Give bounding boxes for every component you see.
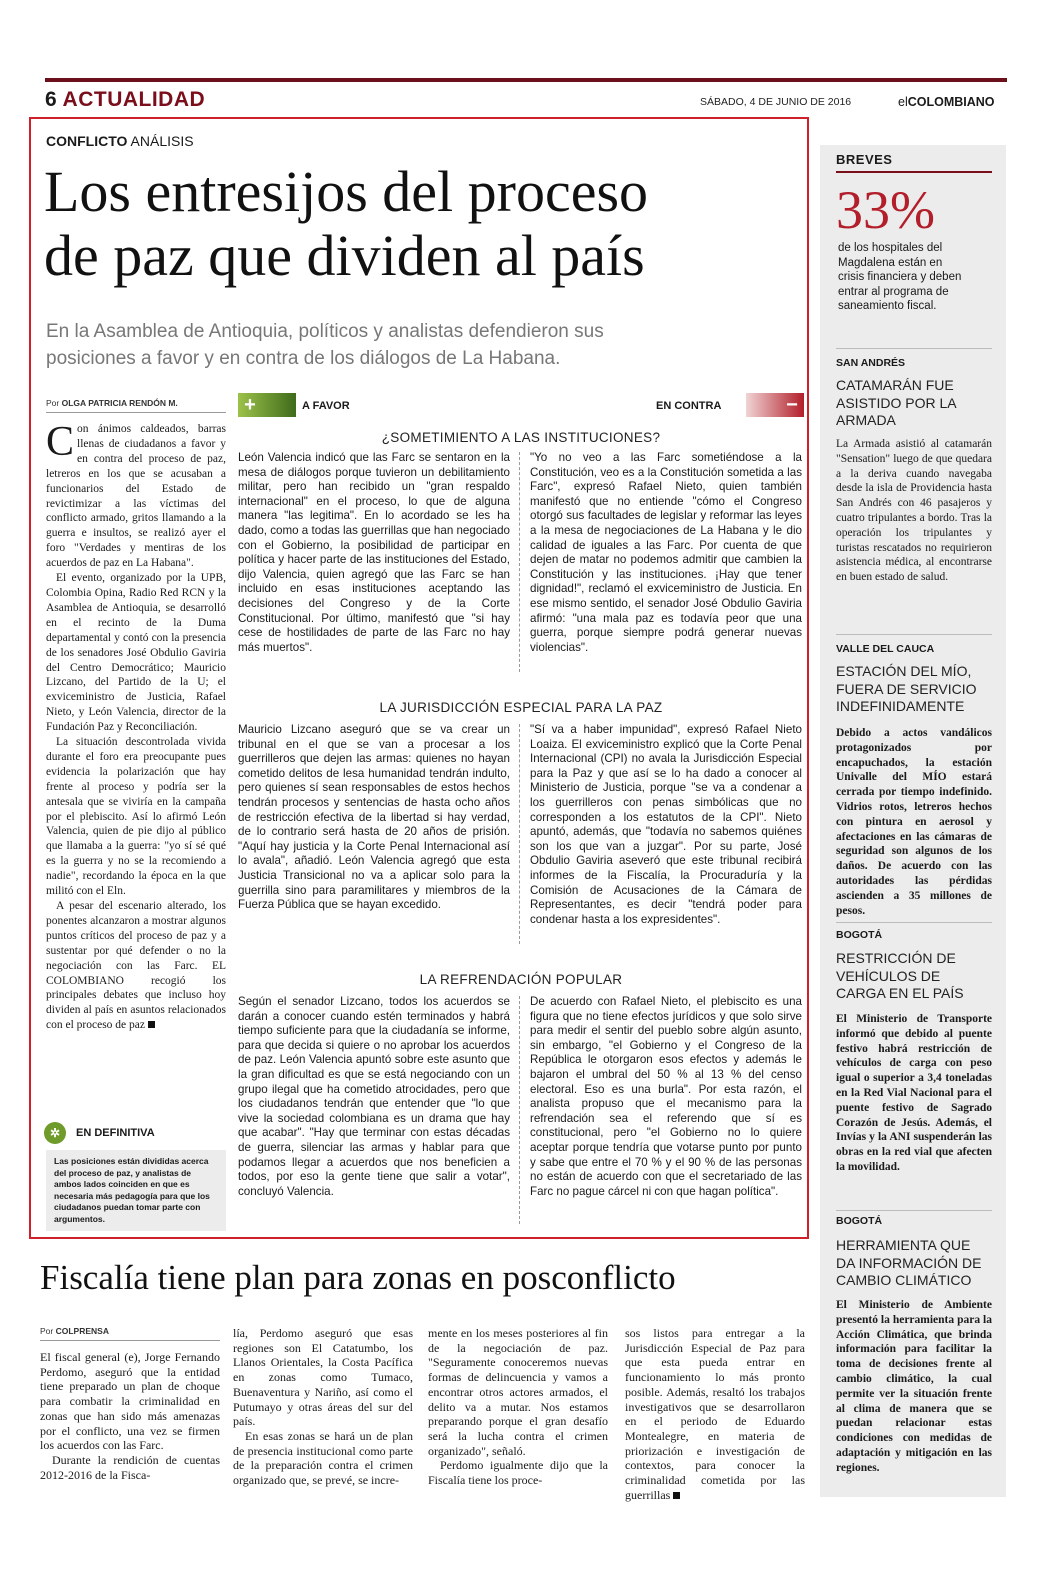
masthead: elCOLOMBIANO (898, 95, 995, 109)
brief-tag: SAN ANDRÉS (836, 357, 906, 369)
drop-cap: C (46, 419, 75, 465)
minus-icon: − (786, 394, 798, 416)
brief-tag: BOGOTÁ (836, 1215, 883, 1227)
brief-tag: VALLE DEL CAUCA (836, 643, 935, 655)
favor-label: A FAVOR (302, 400, 350, 412)
brief-rule (836, 1210, 992, 1211)
definitiva-label: EN DEFINITIVA (76, 1127, 155, 1139)
brief-text: El Ministerio de Ambiente presentó la herramienta para la Acción Climática, que brinda información para facilitar la toma de decisiones frente al cambio climático, la cual permite ver la situación frente al clima de manera que se puedan relacionar estas condiciones con medidas de adaptación y mitigación en las regiones. (836, 1299, 992, 1474)
definitiva-icon: ✲ (44, 1122, 66, 1144)
article2-col-1: El fiscal general (e), Jorge Fernando Perdomo, aseguró que la entidad tiene preparado un plan de choque para combatir la criminalidad en zonas que han sido más amenazas por el conflicto, una vez se firmen los acuerdos con las Farc. Durante la rendición de cuentas 2012-2016 de la Fisca- (40, 1350, 220, 1482)
brief-text: El Ministerio de Transporte informó que debido al puente festivo habrá restricción de vehículos de carga con peso igual o superior a 3,4 toneladas en la Red Vial Nacional para el puente festivo de Sagrado Corazón de Jesús. Además, el Invías y la ANI suspenderán las obras en la red vial que afecten la movilidad. (836, 1013, 992, 1173)
favor-badge (238, 393, 296, 417)
brief-title: ESTACIÓN DEL MÍO, FUERA DE SERVICIO INDEFINIDAMENTE (836, 663, 977, 714)
section-name: ACTUALIDAD (62, 88, 206, 111)
brief-text: La Armada asistió al catamarán "Sensation" luego de que quedara a la deriva cuando navegaba desde la isla de Providencia hasta San Andrés con 46 pasajeros y cuatro tripulantes a bordo. Tras la operación los tripulantes y turistas rescatados no requirieron asistencia médica, al encontrarse en buen estado de salud. (836, 438, 992, 584)
article2-headline: Fiscalía tiene plan para zonas en posconflicto (40, 1258, 676, 1297)
article2-byline: Por COLPRENSA (40, 1326, 109, 1336)
article-kicker: CONFLICTO ANÁLISIS (46, 133, 194, 149)
article-deck: En la Asamblea de Antioquia, políticos y analistas defendieron sus posiciones a favor y en contra de los diálogos de La Habana. (46, 321, 604, 369)
favor-text-3: Según el senador Lizcano, todos los acuerdos se darán a conocer cuando estén terminados y habrá tiempo suficiente para que la ciudadanía se informe, para que decida si quiere o no aprobar los acuerdos de paz. León Valencia apuntó sobre este asunto que la gran dificultad es que se está negociando con un grupo ilegal que ha cometido atrocidades, pero que los ciudadanos tendrán que entender que "lo que vive la sociedad colombiana es un drama que hay que acabar". "Hay que terminar con estas décadas de guerra, silenciar las armas y hablar para que podamos llegar a acuerdos que nos beneficien a todos, por eso la gente tiene que salir a votar", concluyó Valencia. (238, 995, 510, 1198)
brief-title: RESTRICCIÓN DE VEHÍCULOS DE CARGA EN EL PAÍS (836, 950, 964, 1001)
favor-text-2: Mauricio Lizcano aseguró que se va crear un tribunal en el que se van a procesar a los guerrilleros que dejen las armas: quienes no hayan cometido delitos de lesa humanidad tendrán indulto, pero quienes sí sean responsables de estos hechos tendrán procesos y sentencias de hasta ocho años de restricción efectiva de la libertad si hay verdad, de lo contrario será hasta de 20 años de prisión. "Aquí hay justicia y la Corte Penal Internacional así lo avala", añadió. León Valencia agregó que esta Justicia Transicional no va a aplicar solo para la guerrilla sino para paramilitares y miembros de la Fuerza Pública que se hayan excedido. (238, 723, 510, 912)
section-title-refrendacion: LA REFRENDACIÓN POPULAR (419, 972, 623, 987)
article-body: Con ánimos caldeados, barras llenas de ciudadanos a favor y en contra del proceso de paz, letreros en los que se acusaban a funcionarios del Estado de revictimizar a las víctimas del conflicto armado, gritos llamando a la guerra e insultos, se realizó ayer el foro "Verdades y mentiras de los acuerdos de paz en La Habana". El evento, organizado por la UPB, Colombia Opina, Radio Red RCN y la Asamblea de Antioquia, se desarrolló en el recinto de la Duma departamental y contó con la presencia de los senadores José Obdulio Gaviria del Centro Democrático; Mauricio Lizcano, del Partido de la U; el exviceministro de Justicia, Rafael Nieto, y León Valencia, director de la Fundación Paz y Reconciliación. La situación descontrolada vivida durante el foro era preocupante pues evidencia la polarización que hay frente al proceso y podría ser la antesala que se viviría en la campaña por el plebiscito. Así lo afirmó León Valencia, quien de pie dijo al público que llamaba a la guerra: "yo sí sé qué es la guerra y no se la recomiendo a nadie", recordando la época en la que militó con el Eln. A pesar del escenario alterado, los ponentes alcanzaron a mostrar algunos puntos críticos del proceso de paz y a sustentar por qué defender o no la negociación con las Farc. EL COLOMBIANO recogió los principales debates que incluso hoy dividen al país en asuntos relacionados con el proceso de paz (46, 419, 226, 1032)
contra-label: EN CONTRA (656, 400, 722, 412)
breves-rule (836, 171, 992, 173)
end-mark (148, 1021, 155, 1028)
header-rule (45, 78, 1007, 82)
byline-rule (40, 1340, 220, 1341)
contra-text-3: De acuerdo con Rafael Nieto, el plebiscito es una figura que no tiene efectos jurídicos y que solo sirve para medir el sentir del pueblo sobre algún asunto, sin embargo, "el Gobierno y el Congreso de la República le otorgaron esos efectos y además le bajaron el umbral del 50 % al 13 % del censo electoral. Eso es una burla". Por esta razón, el analista propuso que el mecanismo para la refrendación sea el referendo que sí es constitucional, pero "el Gobierno no lo quiere aceptar porque tendría que votarse punto por punto y sabe que entre el 70 % y el 90 % de las personas no están de acuerdo con que el secretariado de las Farc no pague cárcel ni con que hagan política". (530, 995, 802, 1198)
column-divider (519, 996, 520, 1224)
section-title-sometimiento: ¿SOMETIMIENTO A LAS INSTITUCIONES? (381, 430, 661, 445)
stat-value: 33% (836, 180, 935, 240)
brief-title: CATAMARÁN FUE ASISTIDO POR LA ARMADA (836, 377, 956, 428)
brief-rule (836, 348, 992, 349)
contra-text-1: "Yo no veo a las Farc sometiéndose a la Constitución, veo es a la Constitución sometida a las Farc", expresó Rafael Nieto, quien también manifestó que no entiende "cómo el Congreso otorgó sus facultades de legislar y reformar las leyes a la mesa de negociaciones de La Habana y le dio calidad de iguales a las Farc. Por cuenta de que dejen de matar no podemos admitir que cambien la Constitución y las instituciones. ¡Hay que tener dignidad!", reclamó el exviceministro de Justicia. En ese mismo sentido, el senador José Obdulio Gaviria afirmó: "una mala paz es todavía peor que una guerra, porque siempre podrá generar nuevas violencias". (530, 451, 802, 654)
end-mark (673, 1492, 680, 1499)
byline-rule (46, 412, 226, 413)
page-header (45, 88, 205, 112)
article-headline: Los entresijos del proceso de paz que dividen al país (44, 159, 649, 288)
contra-text-2: "Sí va a haber impunidad", expresó Rafael Nieto Loaiza. El exviceministro explicó que la Corte Penal Internacional (CPI) no avala la Jurisdicción Especial para la Paz y que así se lo ha dado a conocer al Ministerio de Justicia, porque "se va a condenar a los guerrilleros con penas simbólicas que no corresponden a los estatutos de la CPI". Nieto apuntó, además, que "todavía no sabemos quiénes son los que van a juzgar". Por su parte, José Obdulio Gaviria aseveró que este tribunal recibirá informes de la Fiscalía, la Procuraduría y la Comisión de Acusaciones de la Cámara de Representantes, es decir "tendrá poder para condenar hasta a los expresidentes". (530, 723, 802, 926)
section-title-jurisdiccion: LA JURISDICCIÓN ESPECIAL PARA LA PAZ (379, 700, 663, 715)
plus-icon: + (244, 394, 256, 416)
favor-text-1: León Valencia indicó que las Farc se sentaron en la mesa de diálogos porque tuvieron un debilitamiento militar, pero han recibido un "gran respaldo internacional" en el proceso, lo que de alguna manera "las legitima". En lo acordado se les ha dado, como a todas las guerrillas que han negociado con el Gobierno, la posibilidad de participar en política y hacer parte de las instituciones del Estado, dijo Valencia, quien agregó que las Farc se han incluido en esas instituciones aceptando las decisiones del Congreso y de la Corte Constitucional. Por último, manifestó que "si hay cese de hostilidades de parte de las Farc no hay más muertos". (238, 451, 510, 654)
column-divider (519, 452, 520, 672)
dateline: SÁBADO, 4 DE JUNIO DE 2016 (700, 96, 852, 108)
brief-tag: BOGOTÁ (836, 929, 883, 941)
breves-title: BREVES (836, 152, 893, 167)
brief-title: HERRAMIENTA QUE DA INFORMACIÓN DE CAMBIO CLIMÁTICO (836, 1237, 982, 1288)
definitiva-box: Las posiciones están divididas acerca del proceso de paz, y analistas de ambos lados coinciden en que es necesaria más pedagogía para que los ciudadanos puedan tomar parte con argumentos. (46, 1150, 226, 1231)
article2-col-2: lía, Perdomo aseguró que esas regiones son El Catatumbo, los Llanos Orientales, la Costa Pacífica en zonas como Tumaco, Buenaventura y Nariño, así como el Putumayo y otras áreas del sur del país. En esas zonas se hará un de plan de presencia institucional como parte de la preparación contra el crimen organizado que, se prevé, se incre- (233, 1326, 413, 1488)
brief-rule (836, 922, 992, 923)
article2-col-4: sos listos para entregar a la Jurisdicción Especial de Paz para que esta pueda entrar en funcionamiento lo más pronto posible. Además, resaltó los trabajos investigativos que se desarrollaron en el periodo de Eduardo Montealegre, en materia de priorización e investigación de contextos, para conocer la criminalidad cometida por las guerrillas (625, 1326, 805, 1502)
contra-badge (746, 393, 804, 417)
stat-text: de los hospitales del Magdalena están en crisis financiera y deben entrar al programa de saneamiento fiscal. (838, 242, 962, 313)
brief-rule (836, 634, 992, 635)
article2-col-3: mente en los meses posteriores al fin de la negociación de paz. "Seguramente conoceremos nuevas formas de delincuencia y vamos a encontrar otros actores armados, el delito va a mutar. Nos estamos preparando porque el gran desafío será la lucha contra el crimen organizado", señaló. Perdomo igualmente dijo que la Fiscalía tiene los proce- (428, 1326, 608, 1488)
page-number: 6 (45, 88, 57, 111)
column-divider (519, 724, 520, 944)
byline: Por OLGA PATRICIA RENDÓN M. (46, 398, 178, 408)
brief-text: Debido a actos vandálicos protagonizados por encapuchados, la estación Univalle del MÍO estará cerrada por tiempo indefinido. Vidrios rotos, letreros hechos con pintura en aerosol y afectaciones en las cámaras de seguridad son algunos de los daños. De acuerdo con las autoridades las pérdidas ascienden a 35 millones de pesos. (836, 727, 992, 917)
